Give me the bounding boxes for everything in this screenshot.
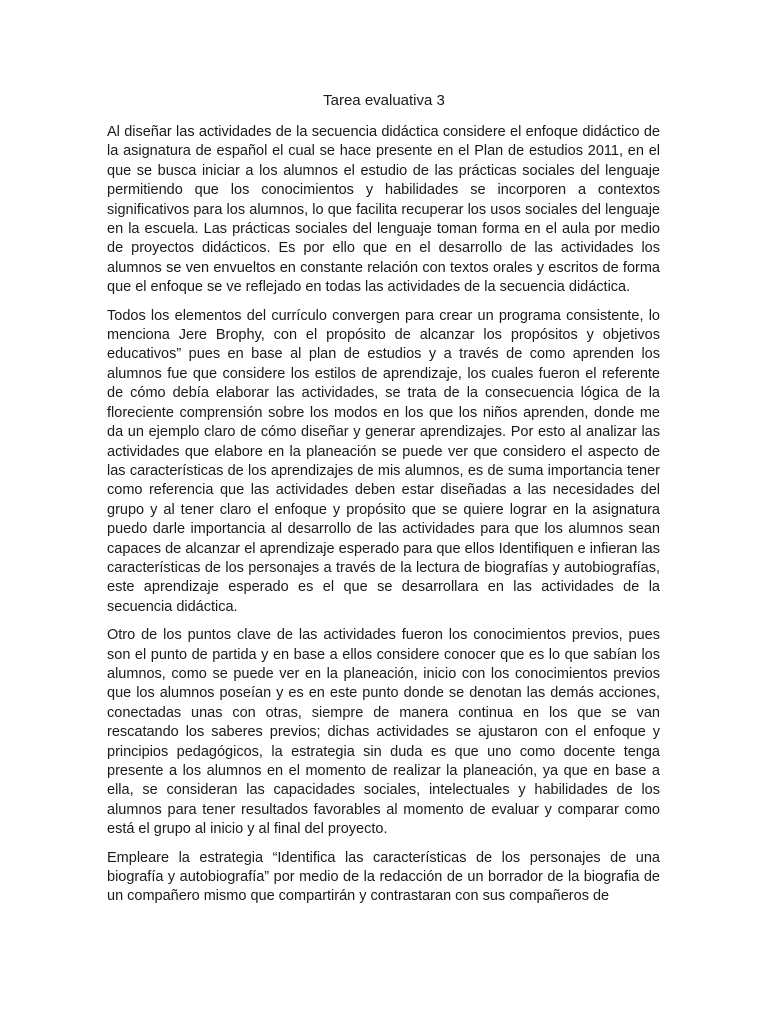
paragraph-enfoque-didactico: Al diseñar las actividades de la secuencia didáctica considere el enfoque didáctico de la asignatura de español el cual se hace presente en el Plan de estudios 2011, en el que se busca iniciar a los alumnos el estudio de las prácticas sociales del lenguaje permitiendo que los conocimientos y habilidades se incorporen a contextos significativos para los alumnos, lo que facilita recuperar los usos sociales del lenguaje en la escuela. Las prácticas sociales del lenguaje toman forma en el aula por medio de proyectos didácticos. Es por ello que en el desarrollo de las actividades los alumnos se ven envueltos en constante relación con textos orales y escritos de forma que el enfoque se ve reflejado en todas las actividades de la secuencia didáctica. xyxy=(107,124,660,296)
paragraph-estrategia: Empleare la estrategia “Identifica las características de los personajes de una biografía y autobiografía” por medio de la redacción de un borrador de la biografia de un compañero mismo que compartirán y contrastaran con sus compañeros de xyxy=(107,849,660,905)
document-body xyxy=(107,123,660,916)
document-title: Tarea evaluativa 3 xyxy=(323,92,445,109)
paragraph-elementos-curriculo: Todos los elementos del currículo convergen para crear un programa consistente, lo menciona Jere Brophy, con el propósito de alcanzar los propósitos y objetivos educativos” pues en base al plan de estudios y a través de como aprenden los alumnos fue que considere los estilos de aprendizaje, los cuales fueron el referente de cómo debía elaborar las actividades, se trata de la consecuencia lógica de la floreciente comprensión sobre los modos en los que los niños aprenden, donde me da un ejemplo claro de cómo diseñar y generar aprendizajes. Por esto al analizar las actividades que elabore en la planeación se puede ver que considero el aspecto de las características de los aprendizajes de mis alumnos, es de suma importancia tener como referencia que las actividades deben estar diseñadas a las necesidades del grupo y al tener claro el enfoque y propósito que se quiere lograr en la asignatura puedo darle importancia al desarrollo de las actividades para que los alumnos sean capaces de alcanzar el aprendizaje esperado para que ellos Identifiquen e infieran las características de los personajes a través de la lectura de biografías y autobiografías, este aprendizaje esperado es el que se desarrollara en las actividades de la secuencia didáctica. xyxy=(107,307,660,615)
paragraph-conocimientos-previos: Otro de los puntos clave de las actividades fueron los conocimientos previos, pues son el punto de partida y en base a ellos considere conocer que es lo que sabían los alumnos, como se puede ver en la planeación, inicio con los conocimientos previos que los alumnos poseían y es en este punto donde se denotan las demás acciones, conectadas unas con otras, siempre de manera continua en los que se van rescatando los saberes previos; dichas actividades se ajustaron con el enfoque y principios pedagógicos, la estrategia sin duda es que uno como docente tenga presente a los alumnos en el momento de realizar la planeación, ya que en base a ella, se consideran las capacidades sociales, intelectuales y habilidades de los alumnos para tener resultados favorables al momento de evaluar y comparar como está el grupo al inicio y al final del proyecto. xyxy=(107,627,660,838)
